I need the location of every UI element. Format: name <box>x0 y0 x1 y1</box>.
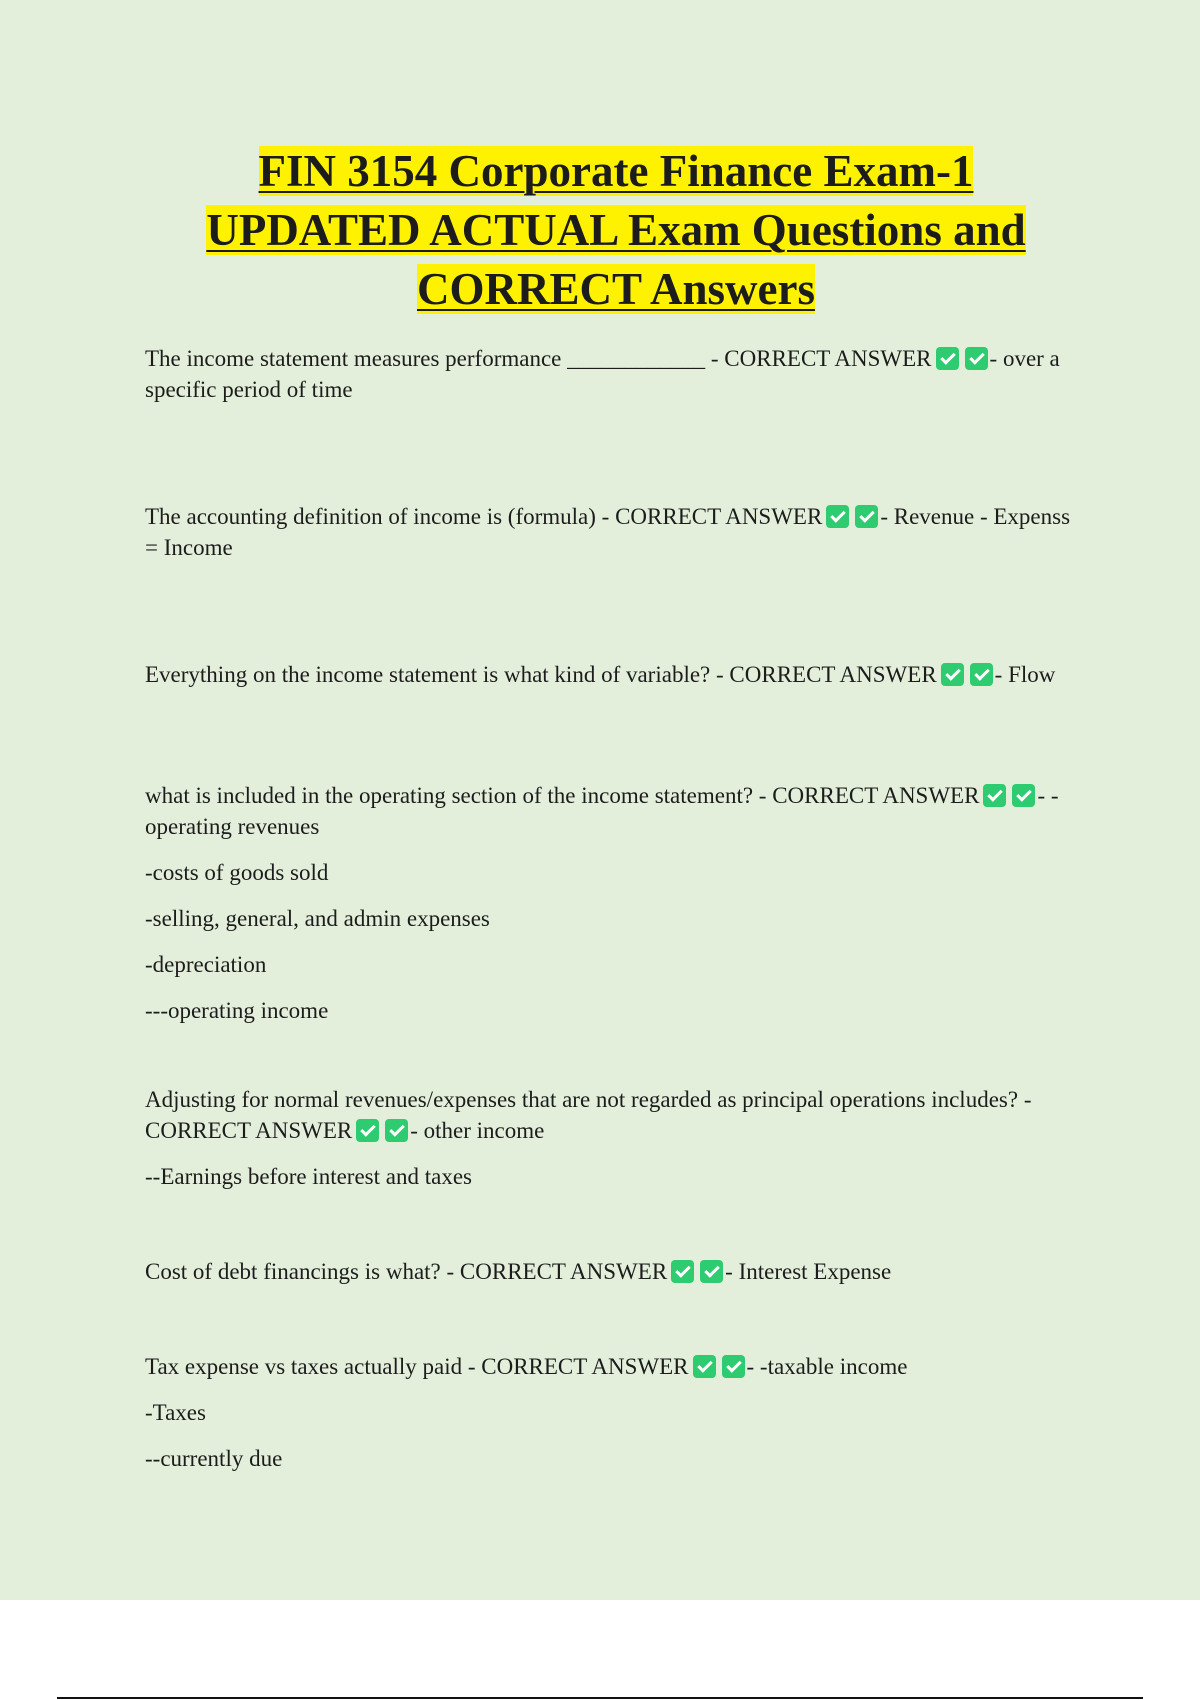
check-icon <box>1012 784 1035 807</box>
check-icon <box>693 1355 716 1378</box>
qa-item-5 <box>145 1084 1085 1192</box>
question-text: Tax expense vs taxes actually paid - CORRECT ANSWER <box>145 1354 689 1379</box>
question-text: what is included in the operating section of the income statement? - CORRECT ANSWER <box>145 783 980 808</box>
answer-text: - Flow <box>994 662 1056 687</box>
answer-line: -Taxes <box>145 1400 206 1425</box>
answer-text: - Revenue - Expenss = Income <box>145 504 1071 560</box>
check-icon <box>671 1260 694 1283</box>
question-text: Everything on the income statement is what kind of variable? - CORRECT ANSWER <box>145 662 937 687</box>
check-icon <box>965 347 988 370</box>
check-icon <box>722 1355 745 1378</box>
answer-text: - -taxable income <box>746 1354 908 1379</box>
qa-item-1 <box>145 343 1085 405</box>
title-line-1: FIN 3154 Corporate Finance Exam-1 <box>258 146 974 196</box>
answer-line: --currently due <box>145 1446 283 1471</box>
qa-item-4 <box>145 780 1085 1026</box>
qa-list <box>145 343 1085 1474</box>
check-icon <box>385 1119 408 1142</box>
qa-item-7 <box>145 1351 1085 1474</box>
answer-text: - -operating revenues <box>145 783 1059 839</box>
answer-line: -depreciation <box>145 952 267 977</box>
answer-line: -costs of goods sold <box>145 860 329 885</box>
footer-divider <box>57 1697 1143 1699</box>
check-icon <box>826 505 849 528</box>
answer-text: - Interest Expense <box>725 1259 892 1284</box>
answer-text: - over a specific period of time <box>145 346 1060 402</box>
title-line-2: UPDATED ACTUAL Exam Questions and <box>206 205 1026 255</box>
qa-item-3 <box>145 659 1085 690</box>
answer-line: -selling, general, and admin expenses <box>145 906 490 931</box>
check-icon <box>356 1119 379 1142</box>
qa-item-6 <box>145 1256 1085 1287</box>
qa-item-2 <box>145 501 1085 563</box>
check-icon <box>983 784 1006 807</box>
question-text: The accounting definition of income is (formula) - CORRECT ANSWER <box>145 504 823 529</box>
check-icon <box>970 663 993 686</box>
check-icon <box>941 663 964 686</box>
title-line-3: CORRECT Answers <box>417 264 815 314</box>
answer-line: ---operating income <box>145 998 329 1023</box>
check-icon <box>936 347 959 370</box>
answer-line: --Earnings before interest and taxes <box>145 1164 472 1189</box>
question-text: Cost of debt financings is what? - CORRECT ANSWER <box>145 1259 668 1284</box>
document-title <box>60 142 1172 319</box>
question-text: Adjusting for normal revenues/expenses that are not regarded as principal operations includes? - CORRECT ANSWER <box>145 1087 1032 1143</box>
question-text: The income statement measures performance ____________ - CORRECT ANSWER <box>145 346 932 371</box>
check-icon <box>855 505 878 528</box>
check-icon <box>700 1260 723 1283</box>
answer-text: - other income <box>410 1118 545 1143</box>
